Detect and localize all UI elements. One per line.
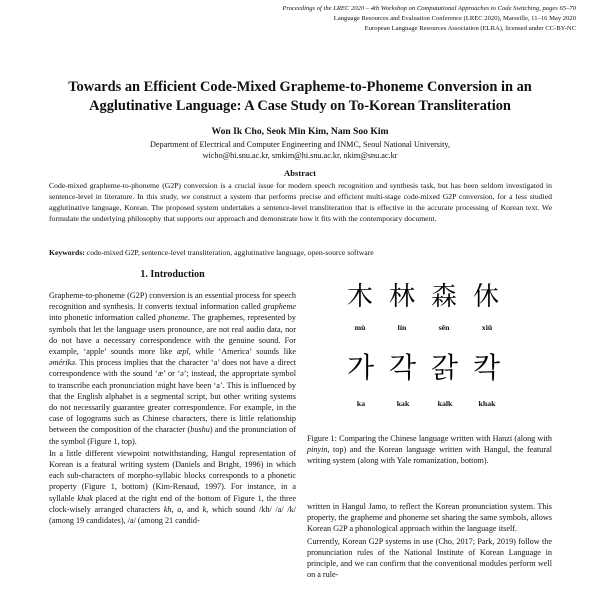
keywords-text: code-mixed G2P, sentence-level transliteration, agglutinative language, open-source software <box>84 248 374 257</box>
intro-paragraph-1: Grapheme-to-phoneme (G2P) conversion is an essential process for speech recognition and synthesis. It converts textual information called grapheme into phonetic information called phoneme. The graphemes, represented by symbols that let the language users pronounce, are not real audio data, nor do not have a necessary correspondence with the genuine sound. For example, ‘apple’ sounds more like æpl, while ‘America’ sounds like əmérikə. This process implies that the character ‘a’ does not have a direct correspondence with the sound ‘æ’ or ‘ə’; instead, the appropriate symbol to transcribe each pronunciation might have been ‘a’. This is influenced by that the English alphabet is a segmental script, but other writing systems do not necessarily guarantee greater correspondence. For example, in the case of logograms such as Chinese characters, there is little relationship between the composition of the character (bushu) and the pronunciation of the symbol (Figure 1, top). <box>49 291 296 446</box>
yale-label: kak <box>396 399 410 408</box>
left-column <box>49 290 296 527</box>
hanzi-char: 休 <box>473 282 500 312</box>
hangul-char: 각 <box>389 351 417 384</box>
affiliation-line-1: Department of Electrical and Computer Engineering and INMC, Seoul National University, <box>149 140 451 149</box>
title-line-2: Agglutinative Language: A Case Study on To-Korean Transliteration <box>89 98 511 114</box>
right-column <box>307 501 552 581</box>
pinyin-label: xiū <box>481 323 493 332</box>
yale-label: ka <box>356 399 366 408</box>
affiliation <box>30 139 570 161</box>
section-heading-introduction: 1. Introduction <box>140 269 205 280</box>
pinyin-label: mù <box>354 323 366 332</box>
hangul-char: 가 <box>347 351 375 384</box>
hanzi-char: 森 <box>431 282 458 312</box>
hanzi-char: 木 <box>347 282 374 312</box>
intro-paragraph-2: In a little different viewpoint notwithstanding, Hangul representation of Korean is a featural writing system (Daniels and Bright, 1996) in which each sub-characters of morpho-syllabic blocks corresponds to a phonetic property (Figure 1, bottom) (Kim-Renaud, 1997). For instance, in a syllable khak placed at the right end of the bottom of Figure 1, the three clock-wisely arranged characters kh, a, and k, which sound /kh/ /a/ /k/ (among 19 candidates), /a/ (among 21 candid- <box>49 448 296 526</box>
hangul-char: 칵 <box>473 351 501 384</box>
hangul-char: 갉 <box>431 351 459 384</box>
proceedings-header <box>156 4 576 34</box>
pinyin-label: lín <box>397 323 407 332</box>
figure-1 <box>307 282 552 422</box>
keywords <box>49 247 552 258</box>
title-line-1: Towards an Efficient Code-Mixed Grapheme-to-Phoneme Conversion in an <box>68 79 532 95</box>
yale-label: khak <box>478 399 496 408</box>
paper-title <box>30 78 570 116</box>
figure-1-caption: Figure 1: Comparing the Chinese language written with Hanzi (along with pinyin, top) and the Korean language written with Hangul, the featural writing system (along with Yale romanization, bottom). <box>307 434 552 466</box>
authors: Won Ik Cho, Seok Min Kim, Nam Soo Kim <box>211 126 389 137</box>
pinyin-label: sēn <box>438 323 450 332</box>
right-paragraph-1: written in Hangul Jamo, to reflect the Korean pronunciation system. This property, the grapheme and phoneme set sharing the same symbols, allows Korean G2P a phonological approach within the language itself. <box>307 502 552 534</box>
header-line-3: European Language Resources Association (ELRA), licensed under CC-BY-NC <box>364 25 576 32</box>
yale-label: kalk <box>437 399 453 408</box>
hanzi-char: 林 <box>389 282 416 312</box>
right-paragraph-2: Currently, Korean G2P systems in use (Cho, 2017; Park, 2019) follow the pronunciation rules of the National Institute of Korean Language in principle, and we can confirm that the conventional modules perform well on a rule- <box>307 536 552 580</box>
header-line-2: Language Resources and Evaluation Conference (LREC 2020), Marseille, 11–16 May 2020 <box>333 15 576 22</box>
header-line-1: Proceedings of the LREC 2020 – 4th Workshop on Computational Approaches to Code Switching, pages 65–70 <box>282 5 576 12</box>
abstract-heading: Abstract <box>284 168 316 178</box>
abstract-text: Code-mixed grapheme-to-phoneme (G2P) conversion is a crucial issue for modern speech recognition and synthesis task, but has been seldom investigated in sentence-level in literature. In this study, we construct a system that performs precise and efficient multi-stage code-mixed G2P conversion, for a less studied agglutinative language, Korean. The proposed system undertakes a sentence-level transliteration that is effective in the accurate processing of Korean text. We formulate the underlying philosophy that supports our approach and demonstrate how it fits with the contemporary document. <box>49 181 552 223</box>
affiliation-emails: wicho@hi.snu.ac.kr, smkim@hi.snu.ac.kr, nkim@snu.ac.kr <box>202 151 398 160</box>
keywords-label: Keywords: <box>49 248 85 257</box>
